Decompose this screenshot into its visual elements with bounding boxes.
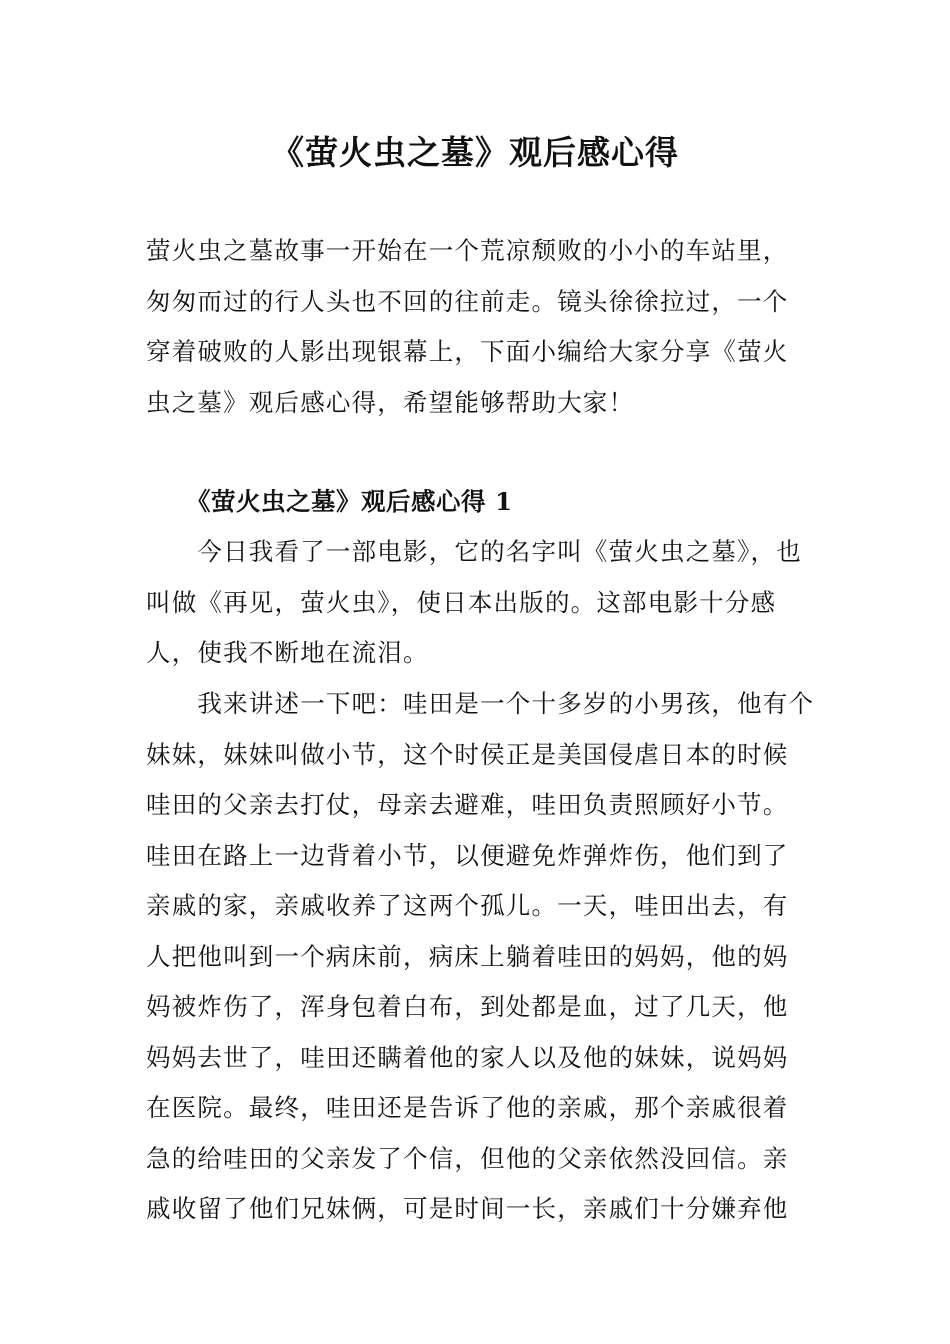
intro-paragraph bbox=[146, 226, 806, 428]
paragraph-line: 哇田在路上一边背着小节，以便避免炸弹炸伤，他们到了 bbox=[146, 840, 789, 870]
paragraph-line: 人，使我不断地在流泪。 bbox=[146, 638, 429, 667]
paragraph-line: 妈被炸伤了，浑身包着白布，到处都是血，过了几天，他 bbox=[146, 992, 789, 1021]
paragraph-line: 今日我看了一部电影，它的名字叫《萤火虫之墓》，也 bbox=[146, 537, 802, 566]
paragraph-line: 急的给哇田的父亲发了个信，但他的父亲依然没回信。亲 bbox=[146, 1143, 789, 1173]
intro-line: 匆匆而过的行人头也不回的往前走。镜头徐徐拉过，一个 bbox=[146, 286, 789, 316]
intro-line: 穿着破败的人影出现银幕上，下面小编给大家分享《萤火 bbox=[146, 337, 789, 366]
paragraph-line: 人把他叫到一个病床前，病床上躺着哇田的妈妈，他的妈 bbox=[146, 941, 789, 971]
section-title: 《萤火虫之墓》观后感心得 1 bbox=[186, 487, 513, 516]
paragraph-line: 我来讲述一下吧：哇田是一个十多岁的小男孩，他有个 bbox=[146, 689, 815, 718]
paragraph-line: 戚收留了他们兄妹俩，可是时间一长，亲戚们十分嫌弃他 bbox=[146, 1194, 789, 1223]
paragraph-line: 叫做《再见，萤火虫》，使日本出版的。这部电影十分感 bbox=[146, 587, 777, 617]
paragraph-line: 哇田的父亲去打仗，母亲去避难，哇田负责照顾好小节。 bbox=[146, 790, 789, 819]
body-paragraph-1 bbox=[146, 527, 806, 679]
paragraph-line: 妈妈去世了，哇田还瞒着他的家人以及他的妹妹，说妈妈 bbox=[146, 1042, 789, 1072]
paragraph-line: 亲戚的家，亲戚收养了这两个孤儿。一天，哇田出去，有 bbox=[146, 891, 789, 920]
intro-line: 萤火虫之墓故事一开始在一个荒凉颓败的小小的车站里， bbox=[146, 236, 789, 265]
body-paragraph-2 bbox=[146, 679, 815, 1235]
document-title: 《萤火虫之墓》观后感心得 bbox=[271, 133, 679, 172]
intro-line: 虫之墓》观后感心得，希望能够帮助大家！ bbox=[146, 387, 635, 417]
paragraph-line: 妹妹，妹妹叫做小节，这个时侯正是美国侵虐日本的时候 bbox=[146, 739, 789, 769]
paragraph-line: 在医院。最终，哇田还是告诉了他的亲戚，那个亲戚很着 bbox=[146, 1093, 789, 1122]
